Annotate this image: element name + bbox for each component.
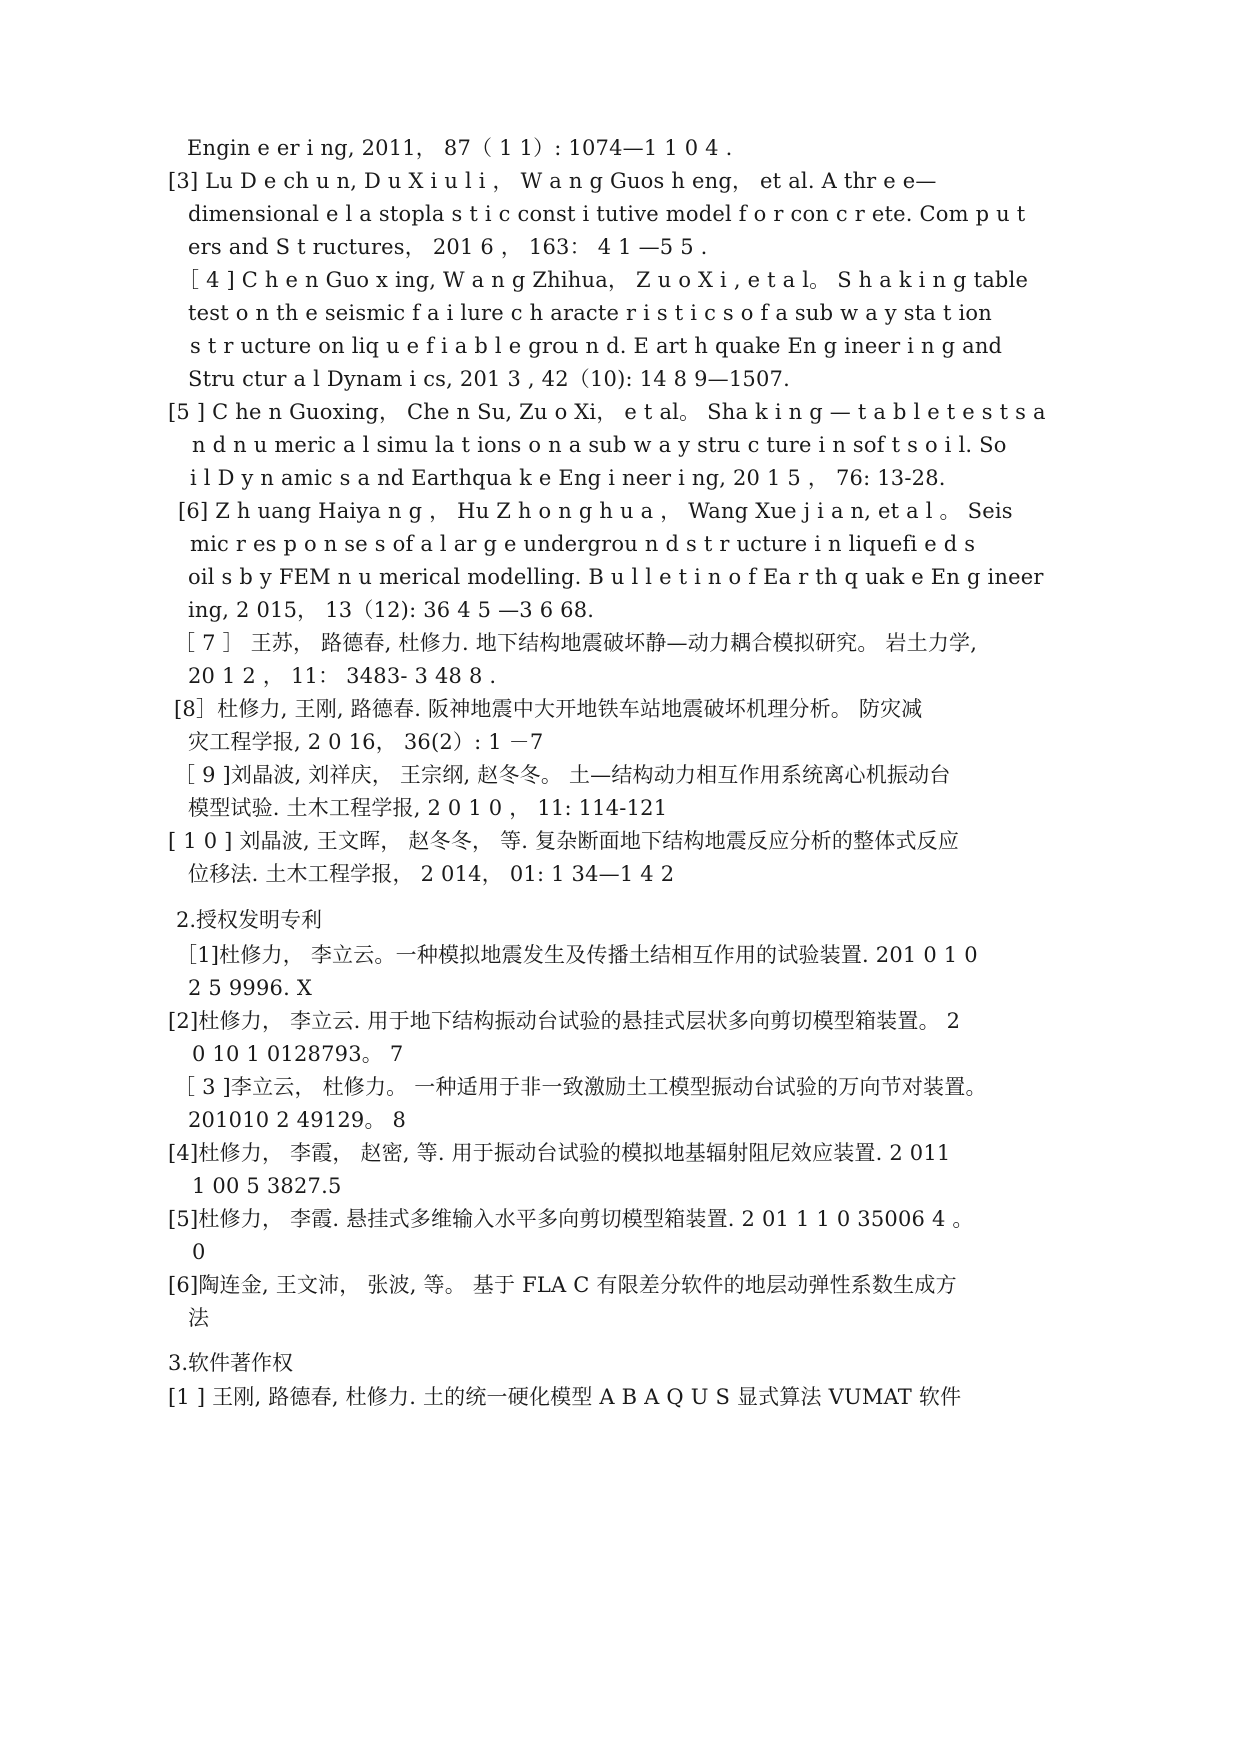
patent-2-line-1: [2]杜修力， 李立云. 用于地下结构振动台试验的悬挂式层状多向剪切模型箱装置。 2 [168, 1009, 961, 1033]
ref-8-line-2: 灾工程学报, 2 0 16， 36(2）: 1 －7 [188, 730, 544, 754]
ref-5-line-3: i l D y n amic s a nd Earthqua k e Eng i neer i ng, 20 1 5 ， 76: 13-28. [190, 466, 946, 490]
section-2-heading: 2.授权发明专利 [176, 908, 323, 932]
ref-10-line-2: 位移法. 土木工程学报， 2 014， 01: 1 34—1 4 2 [188, 862, 675, 886]
patent-2-line-2: 0 10 1 0128793。 7 [192, 1042, 404, 1066]
ref-9-line-2: 模型试验. 土木工程学报, 2 0 1 0 ， 11: 114-121 [188, 796, 668, 820]
patent-3-line-2: 201010 2 49129。 8 [188, 1108, 407, 1132]
ref-4-line-2: test o n th e seismic f a i lure c h aracte r i s t i c s o f a sub w a y sta t ion [188, 301, 992, 325]
ref-4-line-3: s t r ucture on liq u e f i a b l e grou n d. E art h quake En g ineer i n g and [190, 334, 1003, 358]
ref-4-line-1: ［ 4 ] C h e n Guo x ing, W a n g Zhihua， Z u o X i , e t a l。 S h a k i n g table [178, 268, 1029, 292]
ref-4-line-4: Stru ctur a l Dynam i cs, 201 3 , 42（10): 14 8 9—1507. [188, 367, 790, 391]
patent-5-line-2: 0 [192, 1240, 206, 1264]
software-1-line-1: [1 ] 王刚, 路德春, 杜修力. 土的统一硬化模型 A B A Q U S 显式算法 VUMAT 软件 [168, 1385, 962, 1409]
ref-3-line-1: [3] Lu D e ch u n, D u X i u l i ， W a n g Guos h eng， et al. A thr e e— [168, 169, 937, 193]
ref-5-line-1: [5 ] C he n Guoxing， Che n Su, Zu o Xi， e t al。 Sha k i n g — t a b l e t e s t s a [168, 400, 1046, 424]
patent-5-line-1: [5]杜修力， 李霞. 悬挂式多维输入水平多向剪切模型箱装置. 2 01 1 1 0 35006 4 。 [168, 1207, 974, 1231]
patent-6-line-1: [6]陶连金, 王文沛， 张波, 等。 基于 FLA C 有限差分软件的地层动弹性系数生成方 [168, 1273, 957, 1297]
ref-6-line-4: ing, 2 015， 13（12): 36 4 5 —3 6 68. [188, 598, 595, 622]
ref-6-line-2: mic r es p o n se s of a l ar g e undergrou n d s t r ucture i n liquefi e d s [190, 532, 976, 556]
section-3-heading: 3.软件著作权 [168, 1351, 294, 1375]
ref-tail-line: Engin e er i ng, 2011， 87（ 1 1）: 1074—1 1 0 4 . [187, 136, 733, 160]
patent-1-line-1: ［1]杜修力， 李立云。一种模拟地震发生及传播土结相互作用的试验装置. 201 0 1 0 [176, 943, 978, 967]
ref-3-line-2: dimensional e l a stopla s t i c const i tutive model f o r con c r ete. Com p u t [188, 202, 1026, 226]
patent-3-line-1: ［ 3 ]李立云， 杜修力。 一种适用于非一致激励土工模型振动台试验的万向节对装置。 [174, 1075, 987, 1099]
ref-9-line-1: ［ 9 ]刘晶波, 刘祥庆， 王宗纲, 赵冬冬。 土—结构动力相互作用系统离心机振动台 [174, 763, 951, 787]
ref-6-line-1: [6] Z h uang Haiya n g ， Hu Z h o n g h u a ， Wang Xue j i a n, et a l 。 Seis [178, 499, 1013, 523]
ref-3-line-3: ers and S t ructures， 201 6 ， 163： 4 1 —5 5 . [188, 235, 708, 259]
ref-7-line-2: 20 1 2 ， 11： 3483- 3 48 8 . [188, 664, 497, 688]
ref-7-line-1: ［ 7 ］ 王苏， 路德春, 杜修力. 地下结构地震破坏静—动力耦合模拟研究。 岩土力学, [174, 631, 978, 655]
patent-4-line-2: 1 00 5 3827.5 [192, 1174, 342, 1198]
ref-10-line-1: [ 1 0 ] 刘晶波, 王文晖， 赵冬冬， 等. 复杂断面地下结构地震反应分析的整体式反应 [168, 829, 960, 853]
ref-6-line-3: oil s b y FEM n u merical modelling. B u l l e t i n o f Ea r th q uak e En g ineer [188, 565, 1044, 589]
patent-4-line-1: [4]杜修力， 李霞， 赵密, 等. 用于振动台试验的模拟地基辐射阻尼效应装置. 2 011 [168, 1141, 951, 1165]
ref-5-line-2: n d n u meric a l simu la t ions o n a sub w a y stru c ture i n sof t s o i l. So [192, 433, 1007, 457]
ref-8-line-1: [8］杜修力, 王刚, 路德春. 阪神地震中大开地铁车站地震破坏机理分析。 防灾减 [174, 697, 923, 721]
patent-6-line-2: 法 [188, 1306, 210, 1330]
patent-1-line-2: 2 5 9996. X [188, 976, 313, 1000]
